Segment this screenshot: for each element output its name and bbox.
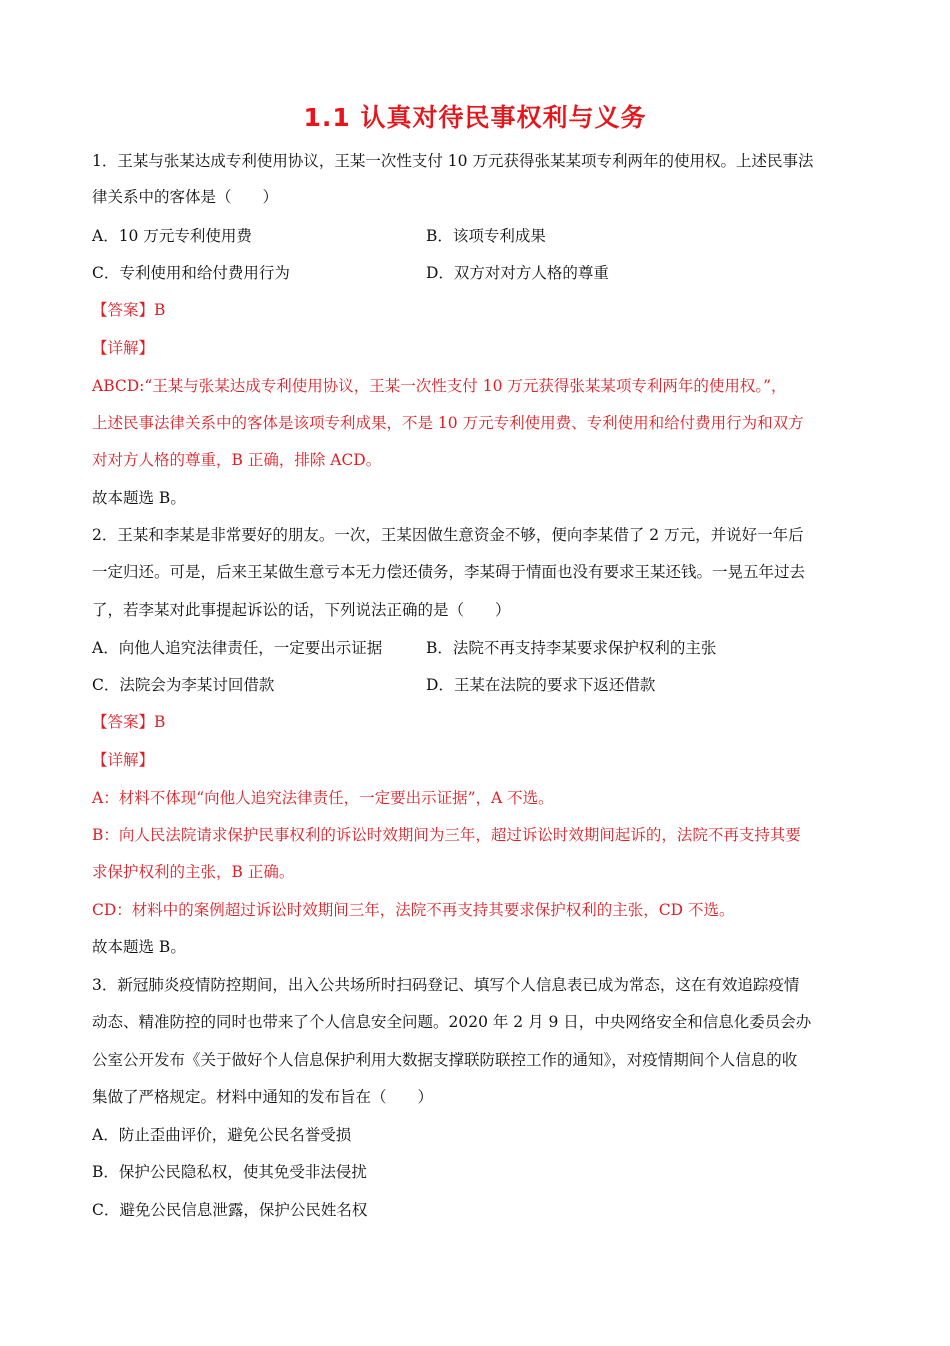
q2-option-a: A．向他人追究法律责任，一定要出示证据 [92,639,383,657]
q1-stem-line-2: 律关系中的客体是（ ） [92,188,279,206]
q3-stem-line-3: 公室公开发布《关于做好个人信息保护利用大数据支撑联防联控工作的通知》，对疫情期间个人信息的收 [92,1051,798,1069]
q1-detail-line-2: 上述民事法律关系中的客体是该项专利成果，不是 10 万元专利使用费、专利使用和给付费用行为和双方 [92,414,804,432]
q2-option-d: D．王某在法院的要求下返还借款 [426,676,656,694]
q2-detail-label: 【详解】 [92,751,155,769]
q3-option-a: A．防止歪曲评价，避免公民名誉受损 [92,1126,352,1144]
q1-detail-label: 【详解】 [92,339,155,357]
q2-stem-line-2: 一定归还。可是，后来王某做生意亏本无力偿还债务，李某碍于情面也没有要求王某还钱。一晃五年过去 [92,563,806,581]
q1-detail-line-3: 对对方人格的尊重，B 正确，排除 ACD。 [92,451,382,469]
q1-answer: 【答案】B [92,301,166,319]
q1-option-c: C．专利使用和给付费用行为 [92,264,290,282]
q2-detail-line-1: A：材料不体现“向他人追究法律责任，一定要出示证据”，A 不选。 [92,789,554,807]
q1-option-a: A．10 万元专利使用费 [92,227,252,245]
q1-detail-line-1: ABCD:“王某与张某达成专利使用协议，王某一次性支付 10 万元获得张某某项专利两年的使用权。”， [92,377,787,395]
q2-detail-line-4: CD：材料中的案例超过诉讼时效期间三年，法院不再支持其要求保护权利的主张，CD 不选。 [92,901,735,919]
q2-option-c: C．法院会为李某讨回借款 [92,676,275,694]
q2-stem-line-3: 了，若李某对此事提起诉讼的话，下列说法正确的是（ ） [92,601,511,619]
q2-option-b: B．法院不再支持李某要求保护权利的主张 [426,639,717,657]
q3-option-c: C．避免公民信息泄露，保护公民姓名权 [92,1201,368,1219]
q3-stem-line-1: 3．新冠肺炎疫情防控期间，出入公共场所时扫码登记、填写个人信息表已成为常态，这在有效追踪疫情 [92,976,800,994]
q3-stem-line-2: 动态、精准防控的同时也带来了个人信息安全问题。2020 年 2 月 9 日，中央网络安全和信息化委员会办 [92,1013,812,1031]
page-title: 1.1 认真对待民事权利与义务 [303,103,647,132]
q2-detail-line-3: 求保护权利的主张，B 正确。 [92,863,295,881]
q1-option-d: D．双方对对方人格的尊重 [426,264,609,282]
q1-option-b: B．该项专利成果 [426,227,546,245]
q3-option-b: B．保护公民隐私权，使其免受非法侵扰 [92,1163,367,1181]
q2-answer: 【答案】B [92,713,166,731]
q2-detail-line-2: B：向人民法院请求保护民事权利的诉讼时效期间为三年，超过诉讼时效期间起诉的，法院不再支持其要 [92,826,801,844]
q1-stem-line-1: 1．王某与张某达成专利使用协议，王某一次性支付 10 万元获得张某某项专利两年的使用权。上述民事法 [92,152,814,170]
q2-conclusion: 故本题选 B。 [92,938,186,956]
q1-conclusion: 故本题选 B。 [92,489,186,507]
q3-stem-line-4: 集做了严格规定。材料中通知的发布旨在（ ） [92,1088,434,1106]
q2-stem-line-1: 2．王某和李某是非常要好的朋友。一次，王某因做生意资金不够，便向李某借了 2 万元，并说好一年后 [92,526,804,544]
